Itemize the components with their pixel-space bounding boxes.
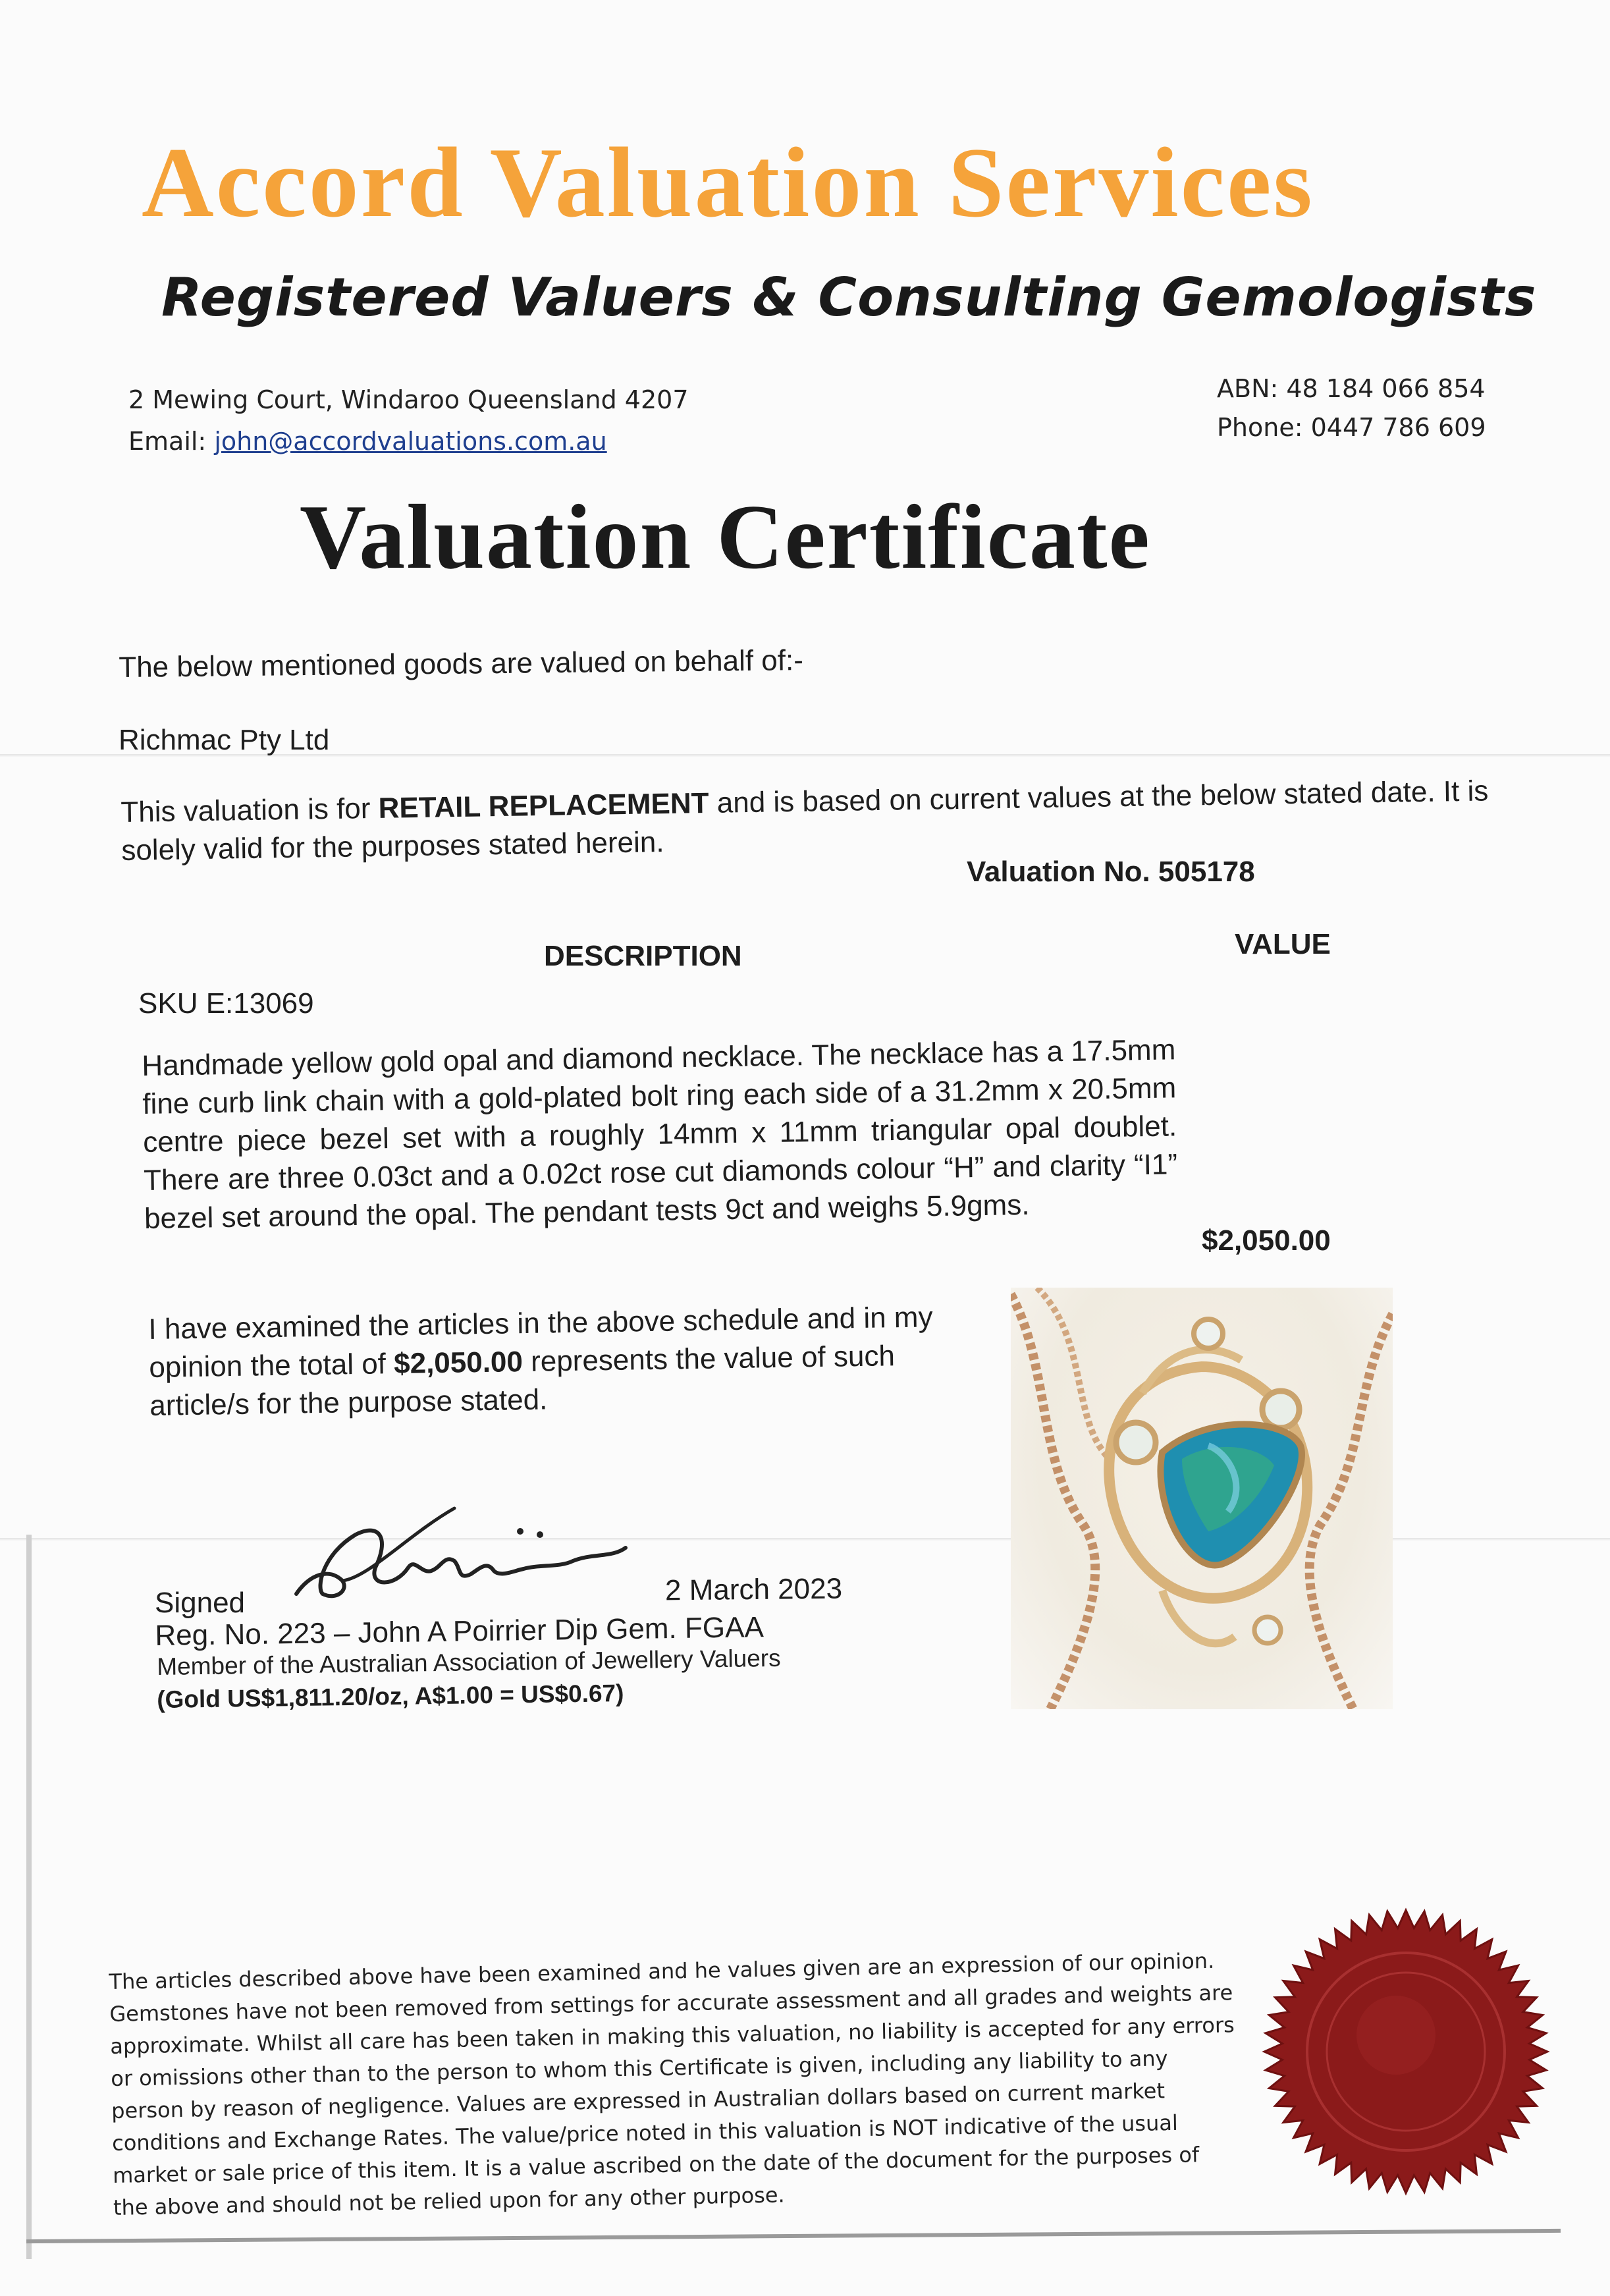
registration-line: Reg. No. 223 – John A Poirrier Dip Gem. FGAA: [155, 1611, 765, 1652]
purpose-pre: This valuation is for: [121, 792, 379, 829]
company-phone: Phone: 0447 786 609: [1217, 413, 1486, 442]
company-email-line: [128, 427, 607, 456]
value-header: VALUE: [1235, 928, 1331, 960]
company-abn: ABN: 48 184 066 854: [1217, 374, 1486, 403]
necklace-photo: [1011, 1288, 1393, 1709]
necklace-illustration: [1011, 1288, 1393, 1709]
item-value: $2,050.00: [1202, 1224, 1331, 1257]
company-name: Accord Valuation Services: [142, 127, 1314, 238]
opinion-amount: $2,050.00: [393, 1346, 523, 1380]
paper-edge-left: [26, 1535, 32, 2259]
company-tagline: Registered Valuers & Consulting Gemologists: [161, 267, 1537, 328]
exchange-rates: (Gold US$1,811.20/oz, A$1.00 = US$0.67): [157, 1680, 624, 1713]
signed-label: Signed: [155, 1587, 246, 1619]
company-address: 2 Mewing Court, Windaroo Queensland 4207: [128, 385, 689, 414]
wax-seal: [1258, 1903, 1554, 2200]
paper-edge-bottom: [26, 2229, 1561, 2243]
opinion-text: [148, 1298, 960, 1425]
disclaimer: The articles described above have been examined and he values given are an expression of our opinion. Gemstones have not been removed from settings for accurate assessment and all grades and weights are approximate. Whilst all care has been taken in making this valuation, no liability is accepted for any errors or omissions other than to the person to whom this Certificate is given, including any liability to any person by reason of negligence. Values are expressed in Australian dollars based on current market conditions and Exchange Rates. The value/price noted in this valuation is NOT indicative of the usual market or sale price of this item. It is a value ascribed on the date of the document for the purposes of the above and should not be relied upon for any other purpose.: [109, 1948, 1235, 2220]
description-header: DESCRIPTION: [544, 940, 742, 972]
opinion-post: represents the value of such article/s for the purpose stated.: [149, 1340, 896, 1422]
purpose-text: [121, 772, 1524, 870]
opinion-pre: I have examined the articles in the above schedule and in my opinion the total of: [148, 1301, 933, 1384]
sku: SKU E:13069: [138, 987, 314, 1020]
email-label: Email:: [128, 427, 215, 456]
purpose-post: and is based on current values at the below stated date. It is solely valid for the purposes stated herein.: [121, 775, 1489, 867]
membership-line: Member of the Australian Association of Jewellery Valuers: [157, 1644, 781, 1680]
purpose-emphasis: RETAIL REPLACEMENT: [378, 786, 709, 825]
certificate-title: Valuation Certificate: [300, 486, 1151, 588]
email-link[interactable]: john@accordvaluations.com.au: [214, 427, 607, 456]
signature: [283, 1495, 652, 1614]
intro-text: The below mentioned goods are valued on behalf of:-: [119, 644, 804, 684]
item-description: Handmade yellow gold opal and diamond necklace. The necklace has a 17.5mm fine curb link chain with a gold-plated bolt ring each side of a 31.2mm x 20.5mm centre piece bezel set with a roughly 14mm x 11mm triangular opal doublet. There are three 0.03ct and a 0.02ct rose cut diamonds colour “H” and clarity “I1” bezel set around the opal. The pendant tests 9ct and weighs 5.9gms.: [142, 1033, 1178, 1235]
signature-date: 2 March 2023: [664, 1572, 843, 1607]
valuation-number: Valuation No. 505178: [967, 856, 1255, 888]
client-name: Richmac Pty Ltd: [119, 724, 330, 756]
